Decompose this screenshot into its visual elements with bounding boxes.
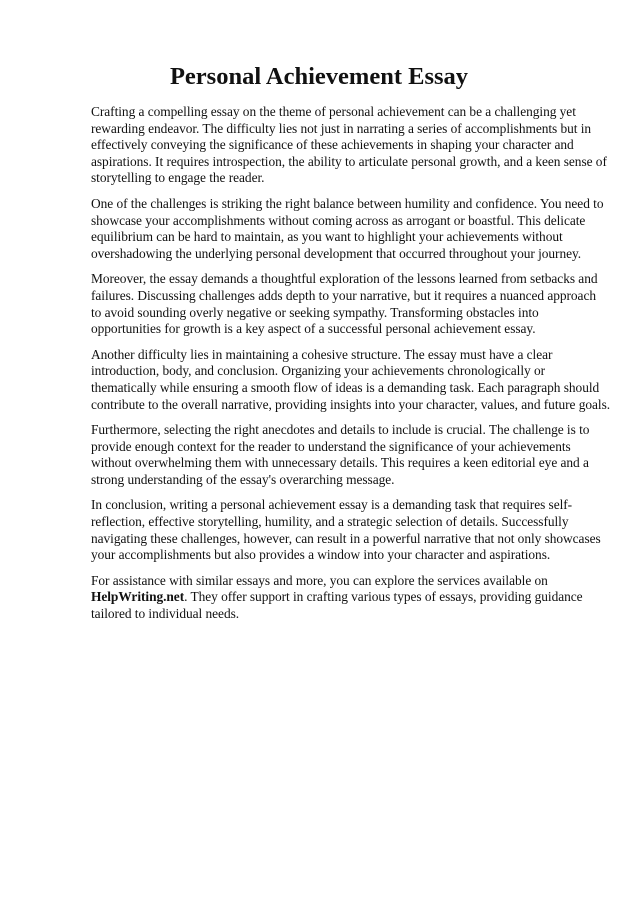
text-line: In conclusion, writing a personal achievement essay is a demanding task that requires self- (91, 497, 573, 513)
paragraph-setbacks (91, 271, 598, 337)
paragraph-anecdotes (91, 422, 598, 488)
text-line: introduction, body, and conclusion. Organizing your achievements chronologically or (91, 363, 545, 379)
text-line: effectively conveying the significance of these achievements in shaping your character and (91, 137, 574, 153)
text-line: without overwhelming them with unnecessary details. This requires a keen editorial eye and a (91, 455, 589, 471)
text-line: Moreover, the essay demands a thoughtful exploration of the lessons learned from setbacks and (91, 271, 598, 287)
page-title: Personal Achievement Essay (169, 63, 469, 90)
helpwriting-link[interactable]: HelpWriting.net (91, 589, 185, 605)
text-line: aspirations. It requires introspection, the ability to articulate personal growth, and a keen sense of (91, 153, 607, 169)
text-line: equilibrium can be hard to maintain, as you want to highlight your achievements without (91, 229, 563, 245)
text-line: to avoid sounding overly negative or seeking sympathy. Transforming obstacles into (91, 304, 539, 320)
text-line: opportunities for growth is a key aspect of a successful personal achievement essay. (91, 321, 536, 337)
text-line: Furthermore, selecting the right anecdotes and details to include is crucial. The challenge is to (91, 422, 590, 438)
paragraph-humility (91, 195, 604, 262)
text-line: reflection, effective storytelling, humility, and a strategic selection of details. Successfully (91, 514, 569, 530)
text-segment: . They offer support in crafting various types of essays, providing guidance (184, 589, 583, 605)
text-line: For assistance with similar essays and more, you can explore the services available on (91, 572, 548, 588)
paragraph-intro (91, 104, 607, 187)
text-line: Another difficulty lies in maintaining a cohesive structure. The essay must have a clear (91, 346, 553, 362)
text-line: your accomplishments but also provides a window into your character and aspirations. (91, 547, 551, 563)
text-line: Crafting a compelling essay on the theme of personal achievement can be a challenging yet (91, 104, 576, 119)
text-line: overshadowing the underlying personal development that occurred throughout your journey. (91, 245, 582, 261)
text-line: thematically while ensuring a smooth flow of ideas is a demanding task. Each paragraph should (91, 379, 600, 395)
text-line: rewarding endeavor. The difficulty lies not just in narrating a series of accomplishments but in (91, 120, 592, 136)
essay-body (91, 104, 611, 632)
paragraph-conclusion (91, 497, 601, 563)
text-line: storytelling to engage the reader. (91, 170, 265, 186)
text-line: provide enough context for the reader to understand the significance of your achievements (91, 438, 571, 454)
text-line: navigating these challenges, however, can result in a powerful narrative that not only showcases (91, 530, 601, 546)
text-line (91, 589, 598, 606)
text-line: One of the challenges is striking the right balance between humility and confidence. You need to (91, 195, 604, 211)
text-line: failures. Discussing challenges adds depth to your narrative, but it requires a nuanced approach (91, 287, 596, 303)
paragraph-structure (91, 346, 611, 413)
text-line: strong understanding of the essay's overarching message. (91, 471, 395, 487)
text-line: contribute to the overall narrative, providing insights into your character, values, and future goals. (91, 396, 611, 412)
paragraph-closing (91, 573, 598, 623)
text-line: tailored to individual needs. (91, 606, 240, 622)
text-line: showcase your accomplishments without coming across as arrogant or boastful. This delicate (91, 212, 586, 228)
